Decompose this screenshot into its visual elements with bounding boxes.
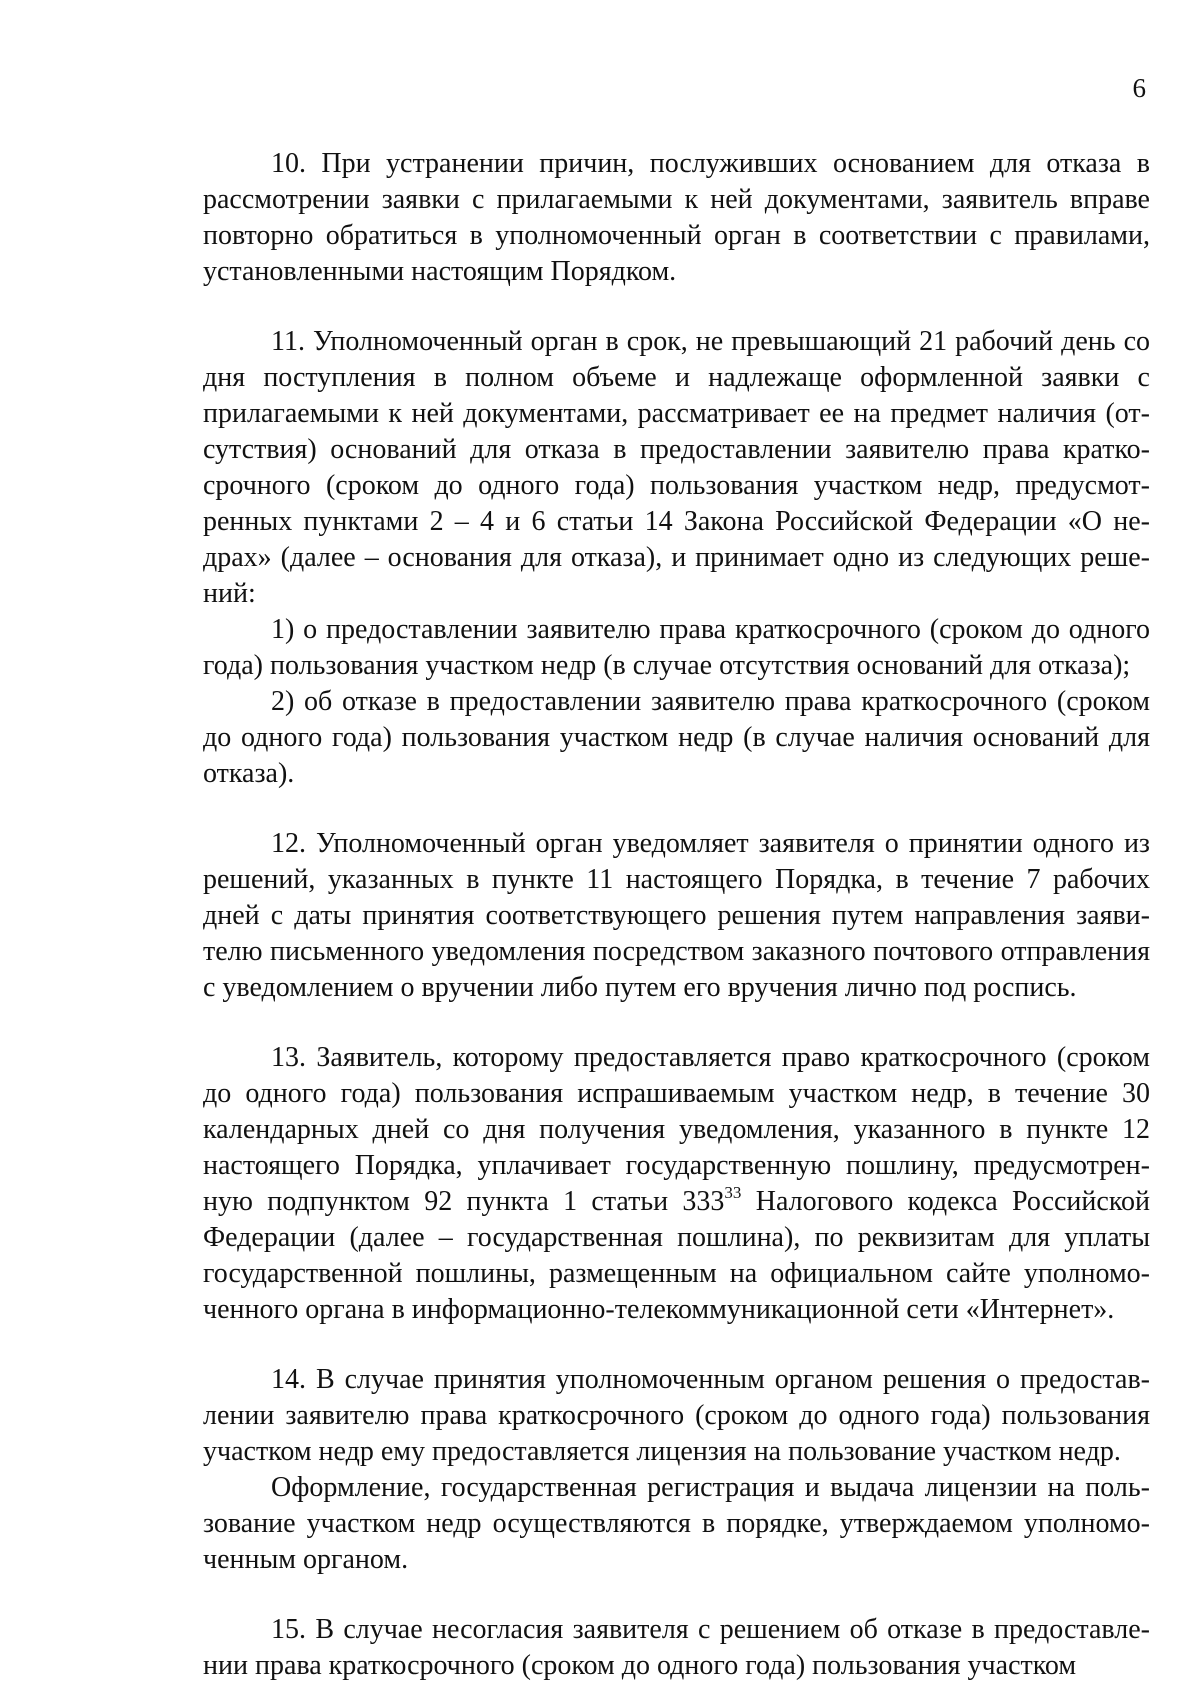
paragraph-13 <box>203 1040 1150 1328</box>
document-body <box>203 146 1150 1684</box>
paragraph-12: 12. Уполномоченный орган уведомляет заявителя о принятии одного из решений, указанных в пункте 11 настоящего Порядка, в течение 7 рабочих дней с даты принятия соответствующего решения путем направления заявителю письменного уведомления посредством заказного почтового отправления с уведомлением о вручении либо путем его вручения лично под роспись. <box>203 828 1150 1003</box>
page-number: 6 <box>1132 73 1146 103</box>
paragraph-14-continuation: Оформление, государственная регистрация и выдача лицензии на пользование участком недр осуществляются в порядке, утверждаемом уполномоченным органом. <box>203 1472 1150 1575</box>
paragraph-13-text-before: 13. Заявитель, которому предоставляется право краткосрочного (сроком до одного года) пользования испрашиваемым участком недр, в течение 30 календарных дней со дня получения уведомления, указанного в пункте 12 настоящего Порядка, уплачивает государственную пошлину, предусмотренную подпунктом 92 пункта 1 статьи 333 <box>203 1042 1150 1217</box>
list-item-1: 1) о предоставлении заявителю права краткосрочного (сроком до одного года) пользования участком недр (в случае отсутствия оснований для отказа); <box>203 614 1150 681</box>
article-superscript: 33 <box>724 1183 742 1202</box>
paragraph-13-text-after: Налогового кодекса Российской Федерации (далее – государственная пошлина), по реквизитам для уплаты государственной пошлины, размещенным на официальном сайте уполномоченного органа в информационно-телекоммуникационной сети «Интернет». <box>203 1186 1150 1325</box>
paragraph-11: 11. Уполномоченный орган в срок, не превышающий 21 рабочий день со дня поступления в полном объеме и надлежаще оформленной заявки с прилагаемыми к ней документами, рассматривает ее на предмет наличия (отсутствия) оснований для отказа в предоставлении заявителю права краткосрочного (сроком до одного года) пользования участком недр, предусмотренных пунктами 2 – 4 и 6 статьи 14 Закона Российской Федерации «О недрах» (далее – основания для отказа), и принимает одно из следующих решений: <box>203 326 1150 609</box>
paragraph-10: 10. При устранении причин, послуживших основанием для отказа в рассмотрении заявки с прилагаемыми к ней документами, заявитель вправе повторно обратиться в уполномоченный орган в соответствии с правилами, установленными настоящим Порядком. <box>203 148 1150 287</box>
paragraph-15: 15. В случае несогласия заявителя с решением об отказе в предоставлении права краткосрочного (сроком до одного года) пользования участком <box>203 1614 1150 1681</box>
paragraph-14: 14. В случае принятия уполномоченным органом решения о предоставлении заявителю права краткосрочного (сроком до одного года) пользования участком недр ему предоставляется лицензия на пользование участком недр. <box>203 1364 1150 1467</box>
list-item-2: 2) об отказе в предоставлении заявителю права краткосрочного (сроком до одного года) пользования участком недр (в случае наличия оснований для отказа). <box>203 686 1150 789</box>
